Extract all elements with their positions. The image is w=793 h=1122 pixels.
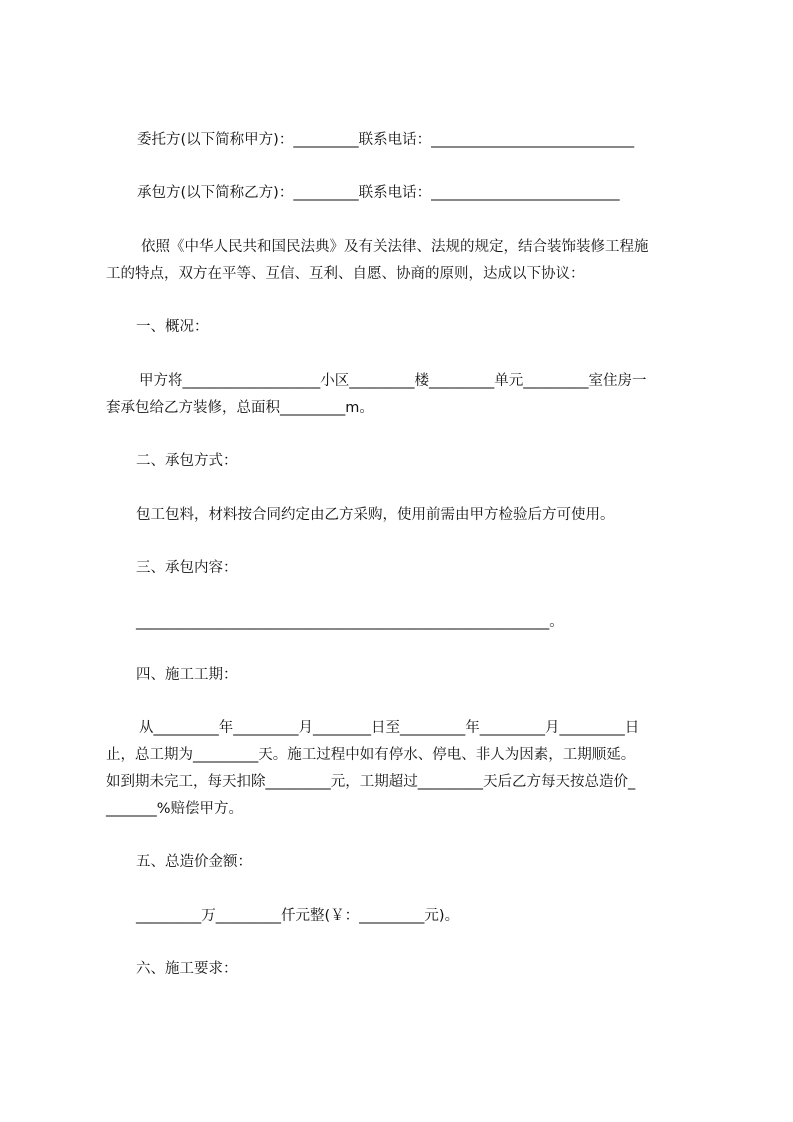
section-1-heading: 一、概况： bbox=[136, 319, 209, 335]
section-6-heading: 六、施工要求： bbox=[136, 961, 238, 977]
party-a-line: 委托方(以下简称甲方)：_________联系电话：____________________________ bbox=[137, 132, 635, 148]
section-3-heading: 三、承包内容： bbox=[136, 560, 238, 576]
intro-line-2: 工的特点，双方在平等、互信、互利、自愿、协商的原则，达成以下协议： bbox=[106, 266, 585, 282]
section-3-blank: _________________________________________________________。 bbox=[136, 614, 564, 630]
section-4-heading: 四、施工工期： bbox=[136, 667, 238, 683]
section-1-line-2: 套承包给乙方装修，总面积_________m。 bbox=[106, 400, 374, 416]
section-5-text: _________万_________仟元整(￥：_________元)。 bbox=[136, 908, 460, 924]
section-2-heading: 二、承包方式： bbox=[136, 453, 238, 469]
intro-line-1: 依照《中华人民共和国民法典》及有关法律、法规的规定，结合装饰装修工程施 bbox=[141, 239, 649, 255]
section-5-heading: 五、总造价金额： bbox=[136, 854, 252, 870]
section-4-line-2: 止，总工期为_________天。施工过程中如有停水、停电、非人为因素，工期顺延。 bbox=[106, 747, 636, 763]
party-b-line: 承包方(以下简称乙方)：_________联系电话：__________________________ bbox=[137, 185, 620, 201]
section-4-line-4: _______%赔偿甲方。 bbox=[106, 801, 244, 817]
section-1-line-1: 甲方将___________________小区_________楼_________单元_________室住房一 bbox=[139, 373, 647, 389]
section-4-line-1: 从_________年_________月________日至_________年_________月_________日 bbox=[139, 720, 640, 736]
section-2-text: 包工包料，材料按合同约定由乙方采购，使用前需由甲方检验后方可使用。 bbox=[136, 507, 615, 523]
section-4-line-3: 如到期未完工，每天扣除_________元，工期超过_________天后乙方每天按总造价_ bbox=[106, 774, 636, 790]
